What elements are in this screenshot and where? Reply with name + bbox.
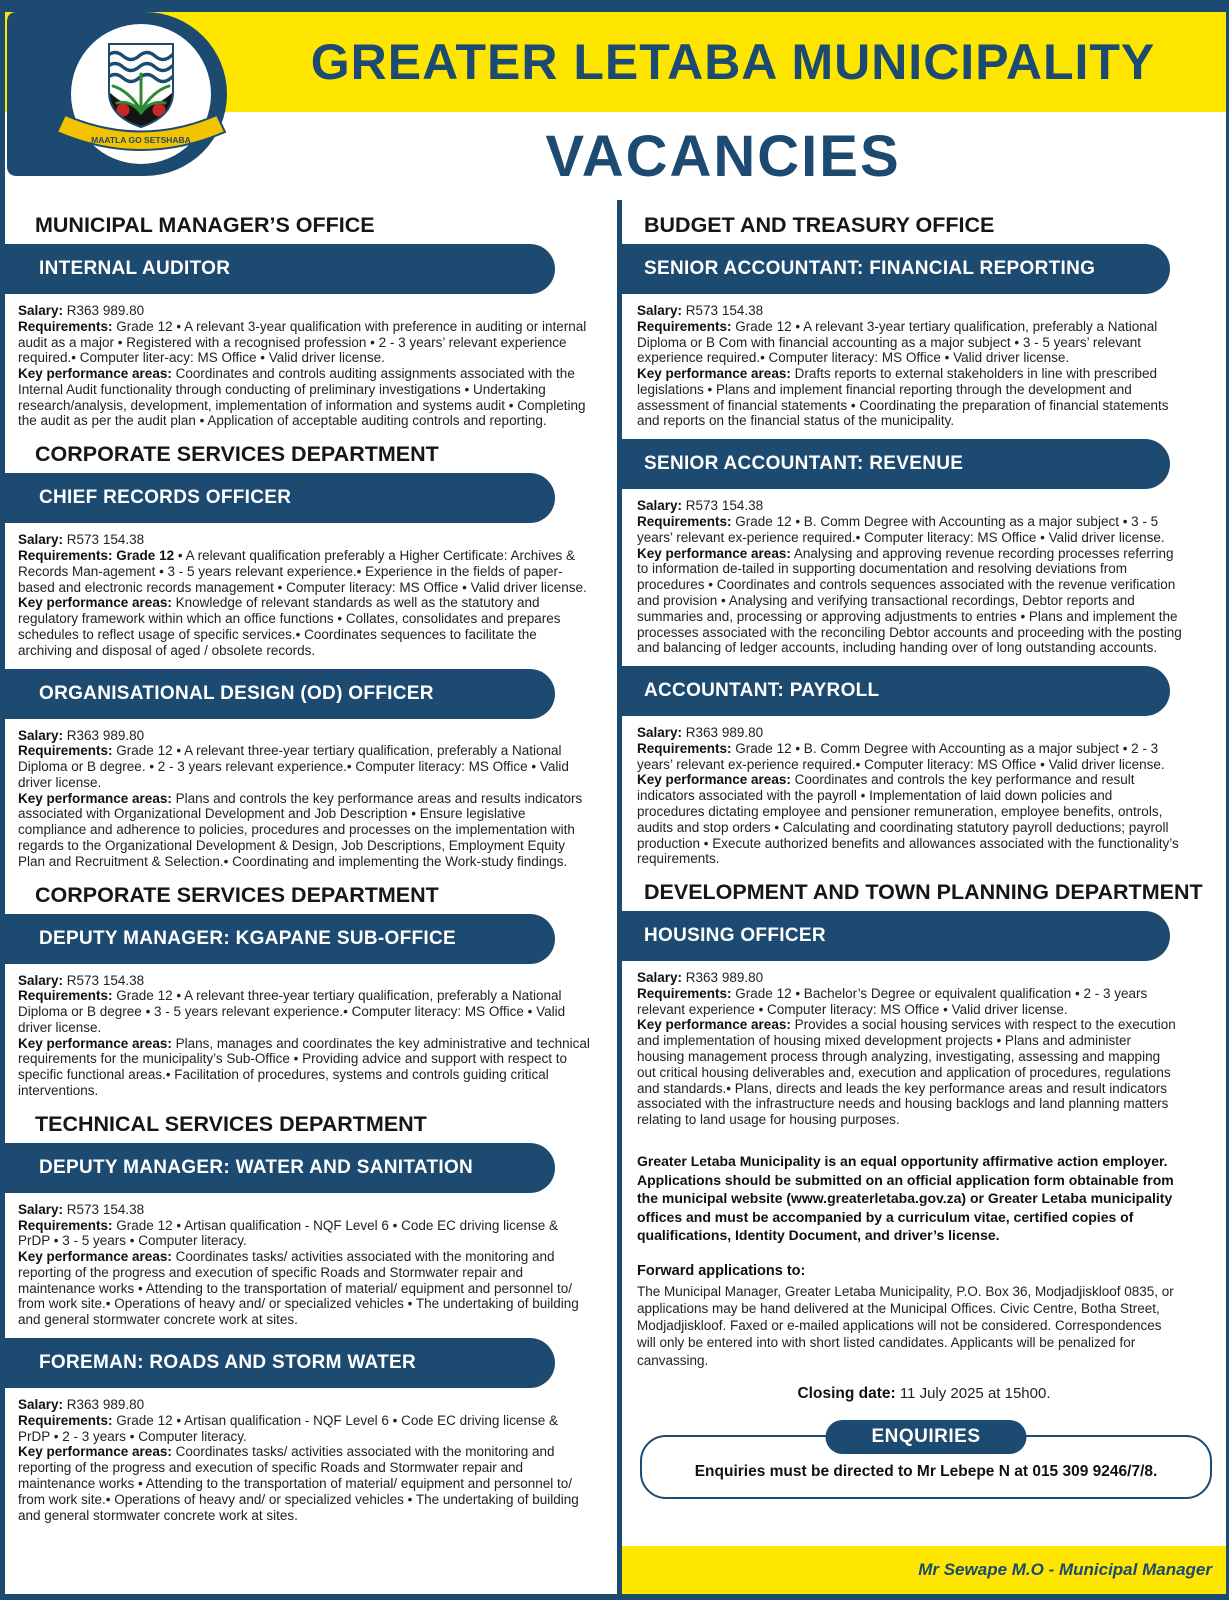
key-performance-line	[637, 366, 1182, 429]
job-section	[5, 473, 617, 658]
job-section	[5, 1338, 617, 1523]
job-title: ORGANISATIONAL DESIGN (OD) OFFICER	[39, 682, 434, 704]
job-title-banner	[5, 914, 555, 964]
job-title: ACCOUNTANT: PAYROLL	[644, 680, 880, 702]
kpa-text: Provides a social housing services with respect to the execution and implementation of housing mixed development projects • Plans and administer housing management process through analyzing, investigating, assessing and mapping out critical housing deliverables and, execution and application of procedures, regulations and standards.• Plans, directs and leads the key performance areas and result indicators associated with the infrastructure needs and housing backlogs and land planning matters relating to land usage for housing purposes.	[637, 1017, 1176, 1128]
equal-opportunity-notice: Greater Letaba Municipality is an equal opportunity affirmative action employer. Applications should be submitted on an official application form obtainable from the municipal website (www.greaterletaba.gov.za) or Greater Letaba municipality offices and must be accompanied by a curriculum vitae, certified copies of qualifications, Identity Document, and driver’s license.	[637, 1152, 1174, 1244]
requirements-text: Grade 12 • B. Comm Degree with Accounting as a major subject • 2 - 3 years’ relevant ex-perience required.• Computer literacy: MS Office • Valid driver license.	[637, 740, 1165, 772]
job-section	[622, 666, 1226, 867]
job-section	[622, 244, 1226, 429]
municipality-logo	[5, 10, 233, 178]
job-title: INTERNAL AUDITOR	[39, 258, 231, 279]
kpa-label: Key performance areas:	[637, 772, 791, 788]
job-details	[5, 532, 617, 658]
job-section	[5, 244, 617, 429]
salary-label: Salary:	[637, 725, 683, 741]
job-details	[5, 1202, 617, 1328]
requirements-label: Requirements:	[637, 318, 732, 334]
job-details	[622, 970, 1226, 1128]
job-title: HOUSING OFFICER	[644, 925, 826, 947]
kpa-text: Coordinates tasks/ activities associated with the monitoring and reporting of the progress and execution of specific Roads and Stormwater repair and maintenance works • Attending to the transportation of material/ equipment and personnel to/ from work site.• Operations of heavy and/ or specialized vehicles • The undertaking of building and general stormwater concrete work at sites.	[18, 1444, 579, 1523]
kpa-text: Coordinates and controls auditing assignments associated with the Internal Audit functionality through conducting of preliminary investigations • Undertaking research/analysis, development, implementation of information and systems audit • Completing the audit as per the audit plan • Application of acceptable auditing controls and reporting.	[18, 366, 586, 429]
requirements-line	[18, 1413, 593, 1445]
key-performance-line	[18, 791, 593, 870]
right-column	[622, 200, 1226, 1594]
department-heading: TECHNICAL SERVICES DEPARTMENT	[35, 1111, 427, 1136]
salary-line	[18, 532, 593, 548]
job-details	[622, 725, 1226, 867]
requirements-line	[637, 986, 1182, 1018]
requirements-line	[637, 741, 1182, 773]
kpa-text: Knowledge of relevant standards as well as the statutory and regulatory framework within which an office functions • Collates, consolidates and prepares schedules to reflect usage of specific services.• Coordinates sequences to facilitate the archiving and disposal of aged / obsolete records.	[18, 595, 561, 658]
left-column	[5, 200, 617, 1594]
salary-label: Salary:	[18, 727, 64, 743]
enquiries-banner: ENQUIRIES	[825, 1420, 1026, 1454]
job-details	[622, 303, 1226, 429]
job-section	[5, 669, 617, 870]
salary-line	[18, 728, 593, 744]
salary-label: Salary:	[18, 1201, 64, 1217]
requirements-text: Grade 12 • A relevant 3-year qualification with preference in auditing or internal audit as a major • Registered with a recognised profession • 2 - 3 years’ relevant experience required.• Computer liter-acy: MS Office • Valid driver license.	[18, 318, 587, 366]
enquiries-box	[640, 1425, 1212, 1499]
requirements-label: Requirements:	[637, 514, 732, 530]
salary-value: R573 154.38	[66, 1201, 145, 1217]
kpa-label: Key performance areas:	[18, 595, 172, 611]
job-title: DEPUTY MANAGER: KGAPANE SUB-OFFICE	[39, 927, 456, 949]
logo-motto: MAATLA GO SETSHABA	[91, 135, 191, 145]
requirements-label: Requirements:	[18, 1412, 113, 1428]
signature-strip	[622, 1546, 1226, 1594]
enquiries-text: Enquiries must be directed to Mr Lebepe N at 015 309 9246/7/8.	[694, 1462, 1158, 1480]
kpa-label: Key performance areas:	[18, 790, 172, 806]
requirements-label: Requirements:	[18, 988, 113, 1004]
requirements-text: Grade 12 • Artisan qualification - NQF Level 6 • Code EC driving license & PrDP • 3 - 5 years • Computer literacy.	[18, 1217, 558, 1249]
key-performance-line	[18, 595, 593, 658]
requirements-label: Requirements:	[18, 743, 113, 759]
job-section	[622, 911, 1226, 1128]
forward-applications	[637, 1262, 1182, 1369]
salary-line	[18, 973, 593, 989]
closing-date-label: Closing date:	[797, 1384, 896, 1402]
salary-label: Salary:	[18, 1397, 64, 1413]
salary-label: Salary:	[637, 970, 683, 986]
job-title-banner	[622, 439, 1170, 489]
forward-applications-text: The Municipal Manager, Greater Letaba Municipality, P.O. Box 36, Modjadjiskloof 0835, or applications may be hand delivered at the Municipal Offices. Civic Centre, Botha Street, Modjadjiskloof. Faxed or e-mailed applications will not be considered. Correspondences will only be entered into with short listed candidates. Applicants will be penalized for canvassing.	[637, 1283, 1174, 1368]
department-heading: CORPORATE SERVICES DEPARTMENT	[35, 882, 439, 907]
salary-line	[637, 498, 1182, 514]
requirements-line	[18, 743, 593, 790]
department-heading: BUDGET AND TREASURY OFFICE	[644, 213, 995, 237]
job-title-banner	[5, 1143, 555, 1193]
department-heading: DEVELOPMENT AND TOWN PLANNING DEPARTMENT	[644, 880, 1203, 905]
job-title-banner	[622, 244, 1170, 294]
closing-date-value: 11 July 2025 at 15h00.	[899, 1384, 1051, 1402]
requirements-text: Grade 12 • B. Comm Degree with Accounting as a major subject • 3 - 5 years’ relevant ex-perience required.• Computer literacy: MS Office • Valid driver license.	[637, 514, 1165, 545]
salary-label: Salary:	[637, 498, 683, 514]
salary-value: R363 989.80	[66, 727, 145, 743]
job-details	[5, 973, 617, 1099]
kpa-text: Plans and controls the key performance areas and results indicators associated with Organizational Development and Job Description • Ensure legislative compliance and adherence to policies, procedures and processes on the implementation with regards to the Organizational Development & Design, Job Descriptions, Employment Equity Plan and Recruitment & Selection.• Coordinating and implementing the Work-study findings.	[18, 790, 583, 869]
kpa-label: Key performance areas:	[18, 366, 172, 382]
salary-label: Salary:	[18, 972, 64, 988]
department-heading: MUNICIPAL MANAGER’S OFFICE	[35, 213, 375, 237]
job-title: FOREMAN: ROADS AND STORM WATER	[39, 1352, 417, 1374]
requirements-label: Requirements:	[18, 548, 113, 564]
job-title-banner	[5, 1338, 555, 1388]
requirements-line	[18, 548, 593, 595]
job-title: CHIEF RECORDS OFFICER	[39, 487, 292, 509]
salary-value: R573 154.38	[685, 303, 764, 318]
salary-value: R573 154.38	[66, 972, 145, 988]
requirements-label: Requirements:	[637, 985, 732, 1001]
salary-line	[637, 970, 1182, 986]
salary-label: Salary:	[18, 303, 64, 318]
key-performance-line	[18, 1444, 593, 1523]
closing-date	[632, 1385, 1216, 1403]
key-performance-line	[18, 366, 593, 429]
department-heading: CORPORATE SERVICES DEPARTMENT	[35, 442, 439, 467]
content-columns	[5, 200, 1226, 1594]
key-performance-line	[637, 772, 1182, 867]
salary-label: Salary:	[18, 532, 64, 548]
salary-value: R573 154.38	[66, 532, 145, 548]
job-details	[5, 303, 617, 429]
requirements-line	[637, 319, 1182, 366]
kpa-label: Key performance areas:	[637, 1017, 791, 1033]
job-title: DEPUTY MANAGER: WATER AND SANITATION	[39, 1156, 474, 1178]
job-title: SENIOR ACCOUNTANT: FINANCIAL REPORTING	[644, 258, 1096, 279]
key-performance-line	[18, 1036, 593, 1099]
salary-value: R363 989.80	[685, 725, 764, 741]
job-title-banner	[5, 244, 555, 294]
requirements-line	[18, 319, 593, 366]
header	[5, 0, 1226, 200]
kpa-label: Key performance areas:	[18, 1444, 172, 1460]
job-title-banner	[622, 911, 1170, 961]
salary-value: R573 154.38	[685, 498, 764, 514]
job-section	[5, 914, 617, 1099]
requirements-text: Grade 12 • A relevant three-year tertiary qualification, preferably a National Diploma or B degree • 3 - 5 years relevant experience.• Computer literacy: MS Office • Valid driver license.	[18, 988, 566, 1035]
job-section	[5, 1143, 617, 1328]
requirements-label: Requirements:	[637, 740, 732, 756]
kpa-label: Key performance areas:	[18, 1035, 172, 1051]
requirements-bold-grade: Grade 12	[116, 548, 175, 564]
requirements-line	[18, 1218, 593, 1250]
salary-line	[18, 1397, 593, 1413]
kpa-label: Key performance areas:	[637, 366, 791, 382]
requirements-text: Grade 12 • Artisan qualification - NQF Level 6 • Code EC driving license & PrDP • 2 - 3 years • Computer literacy.	[18, 1412, 558, 1444]
job-title-banner	[622, 666, 1170, 716]
salary-value: R363 989.80	[66, 1397, 145, 1413]
key-performance-line	[18, 1249, 593, 1328]
forward-applications-heading: Forward applications to:	[637, 1262, 806, 1279]
right-column-blocks	[622, 200, 1226, 1499]
job-title-banner	[5, 669, 555, 719]
salary-value: R363 989.80	[685, 970, 764, 986]
kpa-text: Coordinates and controls the key performance and result indicators associated with the payroll • Implementation of laid down policies and procedures dictating employee and pensioner remuneration, employee benefits, ontrols, audits and stop orders • Calculating and coordinating statutory payroll deductions; payroll production • Execute authorized benefits and allowances associated with the functionality’s requirements.	[637, 772, 1179, 867]
left-column-blocks	[5, 213, 617, 1523]
salary-line	[637, 303, 1182, 319]
kpa-text: Plans, manages and coordinates the key administrative and technical requirements for the municipality’s Sub-Office • Providing advice and support with respect to specific functional areas.• Facilitation of procedures, systems and controls guiding critical interventions.	[18, 1035, 590, 1098]
job-details	[622, 498, 1226, 656]
kpa-label: Key performance areas:	[637, 545, 791, 561]
requirements-line	[637, 514, 1182, 546]
requirements-text: • A relevant qualification preferably a Higher Certificate: Archives & Records Man-agement • 3 - 5 years relevant experience.• Experience in the fields of paper-based and electronic records management • Computer literacy: MS Office • Valid driver license.	[18, 548, 587, 595]
kpa-text: Analysing and approving revenue recording processes referring to information de-tailed in supporting documentation and resolving deviations from procedures • Coordinates and controls sequences associated with the revenue verification and provision • Analysing and verifying transactional recordings, Debtor reports and summaries and, processing or approving adjustments to entries • Plans and implement the processes associated with the reconciling Debtor accounts and proceeding with the posting and balancing of ledger accounts, including handing over of long outstanding accounts.	[637, 545, 1182, 656]
job-title-banner	[5, 473, 555, 523]
vacancies-title: VACANCIES	[545, 123, 901, 189]
job-title: SENIOR ACCOUNTANT: REVENUE	[644, 453, 964, 475]
requirements-label: Requirements:	[18, 1217, 113, 1233]
municipal-manager-signature: Mr Sewape M.O - Municipal Manager	[918, 1560, 1212, 1579]
job-section	[622, 439, 1226, 656]
requirements-label: Requirements:	[18, 318, 113, 334]
salary-value: R363 989.80	[66, 303, 145, 318]
salary-line	[637, 725, 1182, 741]
requirements-text: Grade 12 • A relevant three-year tertiary qualification, preferably a National Diploma or B degree. • 2 - 3 years relevant experience.• Computer literacy: MS Office • Valid driver license.	[18, 743, 569, 790]
municipality-title: GREATER LETABA MUNICIPALITY	[310, 34, 1156, 90]
kpa-text: Drafts reports to external stakeholders in line with prescribed legislations • Plans and implement financial reporting through the development and assessment of financial statements • Coordinating the preparation of financial statements and reports on the financial status of the municipality.	[637, 366, 1169, 429]
job-details	[5, 1397, 617, 1523]
salary-label: Salary:	[637, 303, 683, 318]
requirements-text: Grade 12 • A relevant 3-year tertiary qualification, preferably a National Diploma or B Com with financial accounting as a major subject • 3 - 5 years’ relevant experience required.• Computer literacy: MS Office • Valid driver license.	[637, 318, 1158, 366]
salary-line	[18, 303, 593, 319]
requirements-text: Grade 12 • Bachelor’s Degree or equivalent qualification • 2 - 3 years relevant experience • Computer literacy: MS Office • Valid driver license.	[637, 985, 1148, 1017]
job-details	[5, 728, 617, 870]
key-performance-line	[637, 546, 1182, 656]
kpa-text: Coordinates tasks/ activities associated with the monitoring and reporting of the progress and execution of specific Roads and Stormwater repair and maintenance works • Attending to the transportation of material/ equipment and personnel to/ from work site.• Operations of heavy and/ or specialized vehicles • The undertaking of building and general stormwater concrete work at sites.	[18, 1249, 579, 1328]
key-performance-line	[637, 1017, 1182, 1127]
kpa-label: Key performance areas:	[18, 1249, 172, 1265]
requirements-line	[18, 988, 593, 1035]
salary-line	[18, 1202, 593, 1218]
